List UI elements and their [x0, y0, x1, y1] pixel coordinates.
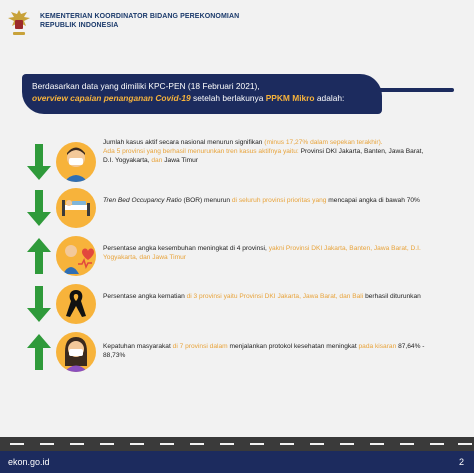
item-text: Jawa Timur — [164, 157, 198, 164]
arrow-up-icon — [26, 238, 52, 274]
road-marking — [40, 443, 54, 445]
item-description — [103, 292, 433, 301]
item-text: Persentase angka kesembuhan meningkat di 4 provinsi, — [103, 245, 269, 252]
item-text: berhasil diturunkan — [363, 293, 421, 300]
ministry-name — [40, 12, 239, 30]
item-text: Jumlah kasus aktif secara nasional menurun signifikan — [103, 139, 265, 146]
road-marking — [250, 443, 264, 445]
banner-end: adalah: — [314, 93, 345, 103]
road-marking — [220, 443, 234, 445]
item-text-highlight: di seluruh provinsi prioritas yang — [231, 197, 329, 204]
road-marking — [310, 443, 324, 445]
footer — [0, 451, 474, 473]
item-description — [103, 196, 433, 205]
item-text: Persentase angka kematian — [103, 293, 187, 300]
road-marking — [100, 443, 114, 445]
item-text: (BOR) menurun — [181, 197, 232, 204]
road-marking — [70, 443, 84, 445]
item-text-highlight: yakni Provinsi DKI Jakarta, Banten, Jawa Barat, D.I. Yogyakarta, dan Jawa Timur — [103, 245, 421, 261]
arrow-down-icon — [26, 190, 52, 226]
banner-text — [32, 80, 377, 104]
item-description — [103, 342, 433, 360]
road-marking — [400, 443, 414, 445]
banner-accent-line — [376, 88, 454, 92]
road-marking — [190, 443, 204, 445]
banner-ppkm: PPKM Mikro — [265, 93, 315, 103]
item-text: 87,64% - 88,73% — [103, 343, 425, 359]
list-item — [0, 234, 474, 278]
black-ribbon-icon — [56, 284, 96, 324]
road-marking — [340, 443, 354, 445]
item-text-highlight: dan — [151, 157, 165, 164]
arrow-down-icon — [26, 286, 52, 322]
item-description — [103, 244, 433, 262]
list-item — [0, 282, 474, 326]
list-item — [0, 330, 474, 374]
banner-middle: setelah berlakunya — [190, 93, 266, 103]
banner-highlight: overview capaian penanganan Covid-19 — [32, 93, 191, 103]
road-marking — [160, 443, 174, 445]
item-text-italic: Tren Bed Occupancy Ratio — [103, 197, 182, 204]
ministry-name-line2: REPUBLIK INDONESIA — [40, 22, 119, 29]
footer-website: ekon.go.id — [8, 457, 50, 467]
item-text-highlight: di 3 provinsi yaitu Provinsi DKI Jakarta, Jawa Barat, dan Bali — [186, 293, 364, 300]
item-text-highlight: Ada 5 provinsi yang berhasil menurunkan tren kasus aktifnya yaitu: — [103, 148, 301, 155]
list-item — [0, 186, 474, 230]
garuda-emblem-icon — [7, 8, 31, 38]
hospital-bed-icon — [56, 188, 96, 228]
item-text-highlight: (minus 17,27% dalam sepekan terakhir). — [264, 139, 383, 146]
road-marking — [130, 443, 144, 445]
item-text: Kepatuhan masyarakat — [103, 343, 173, 350]
banner-intro: Berdasarkan data yang dimiliki KPC-PEN (18 Februari 2021), — [32, 81, 260, 91]
item-text: Provinsi DKI Jakarta, Banten, Jawa Barat, D.I. Yogyakarta, — [103, 148, 424, 164]
arrow-up-icon — [26, 334, 52, 370]
road-marking — [370, 443, 384, 445]
road-marking — [458, 443, 472, 445]
header — [0, 0, 474, 48]
intro-banner — [22, 74, 382, 114]
item-text: mencapai angka di bawah 70% — [328, 197, 420, 204]
person-mask-icon — [56, 142, 96, 182]
item-description — [103, 138, 433, 165]
road-marking — [430, 443, 444, 445]
arrow-down-icon — [26, 144, 52, 180]
road-marking — [280, 443, 294, 445]
ministry-name-line1: KEMENTERIAN KOORDINATOR BIDANG PEREKONOMIAN — [40, 13, 240, 20]
page-number: 2 — [458, 457, 464, 467]
item-text-highlight: pada kisaran — [358, 343, 397, 350]
heart-recovery-icon — [56, 236, 96, 276]
road-marking — [10, 443, 24, 445]
item-text-highlight: di 7 provinsi dalam — [172, 343, 228, 350]
item-text: menjalankan protokol kesehatan meningkat — [227, 343, 359, 350]
woman-mask-icon — [56, 332, 96, 372]
list-item — [0, 140, 474, 184]
